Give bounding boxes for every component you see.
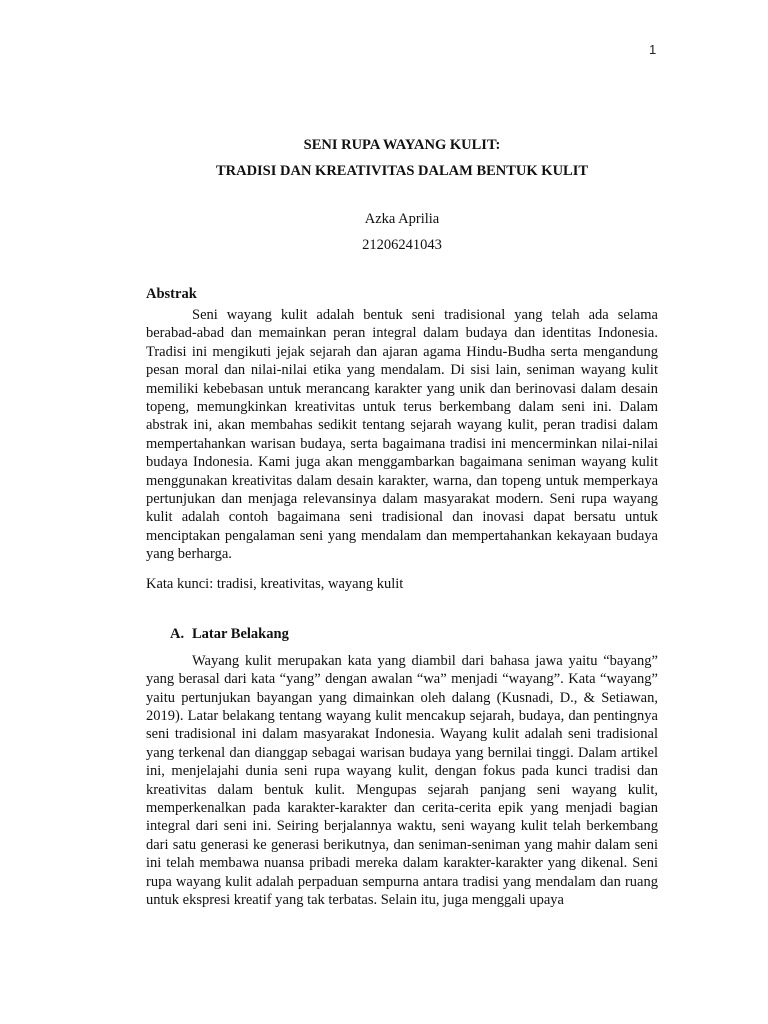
section-title: Latar Belakang [192, 625, 289, 642]
abstract-text: Seni wayang kulit adalah bentuk seni tradisional yang telah ada selama berabad-abad dan memainkan peran integral dalam budaya dan identitas Indonesia. Tradisi ini mengikuti jejak sejarah dan ajaran agama Hindu-Budha serta mengandung pesan moral dan nilai-nilai etika yang mendalam. Di sisi lain, seniman wayang kulit memiliki kebebasan untuk merancang karakter yang unik dan berinovasi dalam desain topeng, memungkinkan kreativitas untuk terus berkembang dalam seni ini. Dalam abstrak ini, akan membahas sedikit tentang sejarah wayang kulit, peran tradisi dalam mempertahankan warisan budaya, serta bagaimana tradisi ini mencerminkan nilai-nilai budaya Indonesia. Kami juga akan menggambarkan bagaimana seniman wayang kulit menggunakan kreativitas dalam desain karakter, warna, dan topeng untuk memperkaya pertunjukan dan menjaga relevansinya dalam masyarakat modern. Seni rupa wayang kulit adalah contoh bagaimana seni tradisional dan inovasi dapat bersatu untuk menciptakan pengalaman seni yang mendalam dan mempertahankan kekayaan budaya yang berharga. [146, 307, 658, 563]
keywords: Kata kunci: tradisi, kreativitas, wayang kulit [146, 575, 404, 592]
student-id: 21206241043 [362, 237, 442, 253]
document-body [146, 132, 658, 909]
title-line-2: TRADISI DAN KREATIVITAS DALAM BENTUK KULIT [215, 163, 589, 179]
abstract-heading: Abstrak [146, 286, 197, 302]
section-text: Wayang kulit merupakan kata yang diambil dari bahasa jawa yaitu “bayang” yang berasal dari kata “yang” dengan awalan “wa” menjadi “wayang”. Kata “wayang” yaitu pertunjukan bayangan yang dimainkan oleh dalang (Kusnadi, D., & Setiawan, 2019). Latar belakang tentang wayang kulit mencakup sejarah, budaya, dan pentingnya seni tradisional ini dalam masyarakat Indonesia. Wayang kulit adalah seni tradisional yang terkenal dan dianggap sebagai warisan budaya yang bernilai tinggi. Dalam artikel ini, menjelajahi dunia seni rupa wayang kulit, dengan fokus pada kunci tradisi dan kreativitas dalam bentuk kulit. Mengupas sejarah panjang seni wayang kulit, memperkenalkan pada karakter-karakter dan cerita-cerita epik yang menjadi bagian integral dari seni ini. Seiring berjalannya waktu, seni wayang kulit telah berkembang dari satu generasi ke generasi berikutnya, dan seniman-seniman yang mahir dalam seni ini telah membawa nuansa pribadi mereka dalam karakter-karakter yang dikenal. Seni rupa wayang kulit adalah perpaduan sempurna antara tradisi yang mendalam dan ruang untuk ekspresi kreatif yang tak terbatas. Selain itu, juga menggali upaya [146, 652, 658, 908]
author-block [146, 206, 658, 258]
section-heading [146, 624, 658, 644]
page-number: 1 [649, 42, 657, 57]
title-line-1: SENI RUPA WAYANG KULIT: [303, 137, 501, 153]
section-letter: A. [170, 625, 185, 642]
author-name: Azka Aprilia [364, 211, 440, 227]
